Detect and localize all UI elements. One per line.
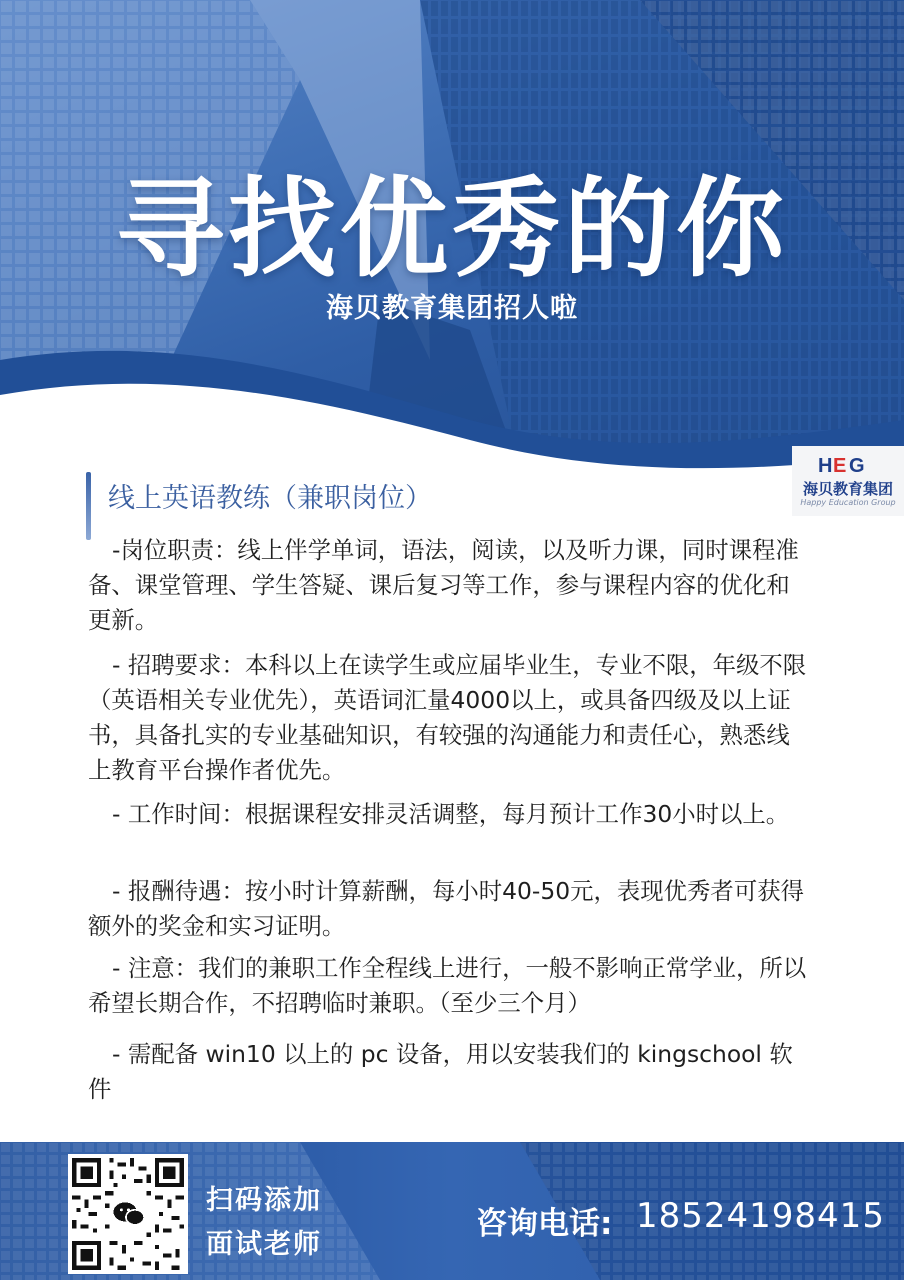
page-subtitle: 海贝教育集团招人啦 bbox=[326, 293, 578, 324]
svg-text:E: E bbox=[833, 455, 847, 476]
qr-caption-line1: 扫码添加 bbox=[206, 1185, 322, 1216]
qr-caption-line2: 面试老师 bbox=[206, 1229, 322, 1260]
phone-label: 咨询电话: bbox=[476, 1206, 613, 1242]
page-title: 寻找优秀的你 bbox=[115, 167, 788, 292]
section-title: 线上英语教练（兼职岗位） bbox=[108, 483, 432, 514]
paragraph-notice: - 注意：我们的兼职工作全程线上进行，一般不影响正常学业，所以希望长期合作，不招聘临时兼职。（至少三个月） bbox=[88, 954, 807, 1017]
logo-name-cn: 海贝教育集团 bbox=[802, 480, 893, 498]
svg-text:H: H bbox=[818, 455, 832, 476]
section-accent-bar bbox=[86, 472, 91, 540]
paragraph-equipment: - 需配备 win10 以上的 pc 设备，用以安装我们的 kingschool 软件 bbox=[88, 1040, 793, 1103]
qr-code-icon bbox=[68, 1154, 188, 1274]
heg-logo-icon bbox=[818, 454, 878, 476]
logo-name-en: Happy Education Group bbox=[800, 498, 896, 507]
svg-text:G: G bbox=[849, 455, 865, 476]
paragraph-work-time: - 工作时间：根据课程安排灵活调整，每月预计工作30小时以上。 bbox=[112, 800, 790, 828]
paragraph-requirements: - 招聘要求：本科以上在读学生或应届毕业生，专业不限，年级不限（英语相关专业优先），英语词汇量4000以上，或具备四级及以上证书，具备扎实的专业基础知识，有较强的沟通能力和责任心，熟悉线上教育平台操作者优先。 bbox=[88, 651, 807, 784]
footer-bar bbox=[0, 1142, 904, 1280]
paragraph-compensation: - 报酬待遇：按小时计算薪酬，每小时40-50元，表现优秀者可获得额外的奖金和实习证明。 bbox=[88, 877, 804, 940]
paragraph-duties: -岗位职责：线上伴学单词，语法，阅读，以及听力课，同时课程准备、课堂管理、学生答疑、课后复习等工作，参与课程内容的优化和更新。 bbox=[88, 536, 799, 634]
phone-number[interactable]: 18524198415 bbox=[636, 1196, 885, 1236]
hero-banner bbox=[0, 0, 904, 470]
qr-code[interactable] bbox=[68, 1154, 188, 1274]
company-logo bbox=[792, 446, 904, 516]
